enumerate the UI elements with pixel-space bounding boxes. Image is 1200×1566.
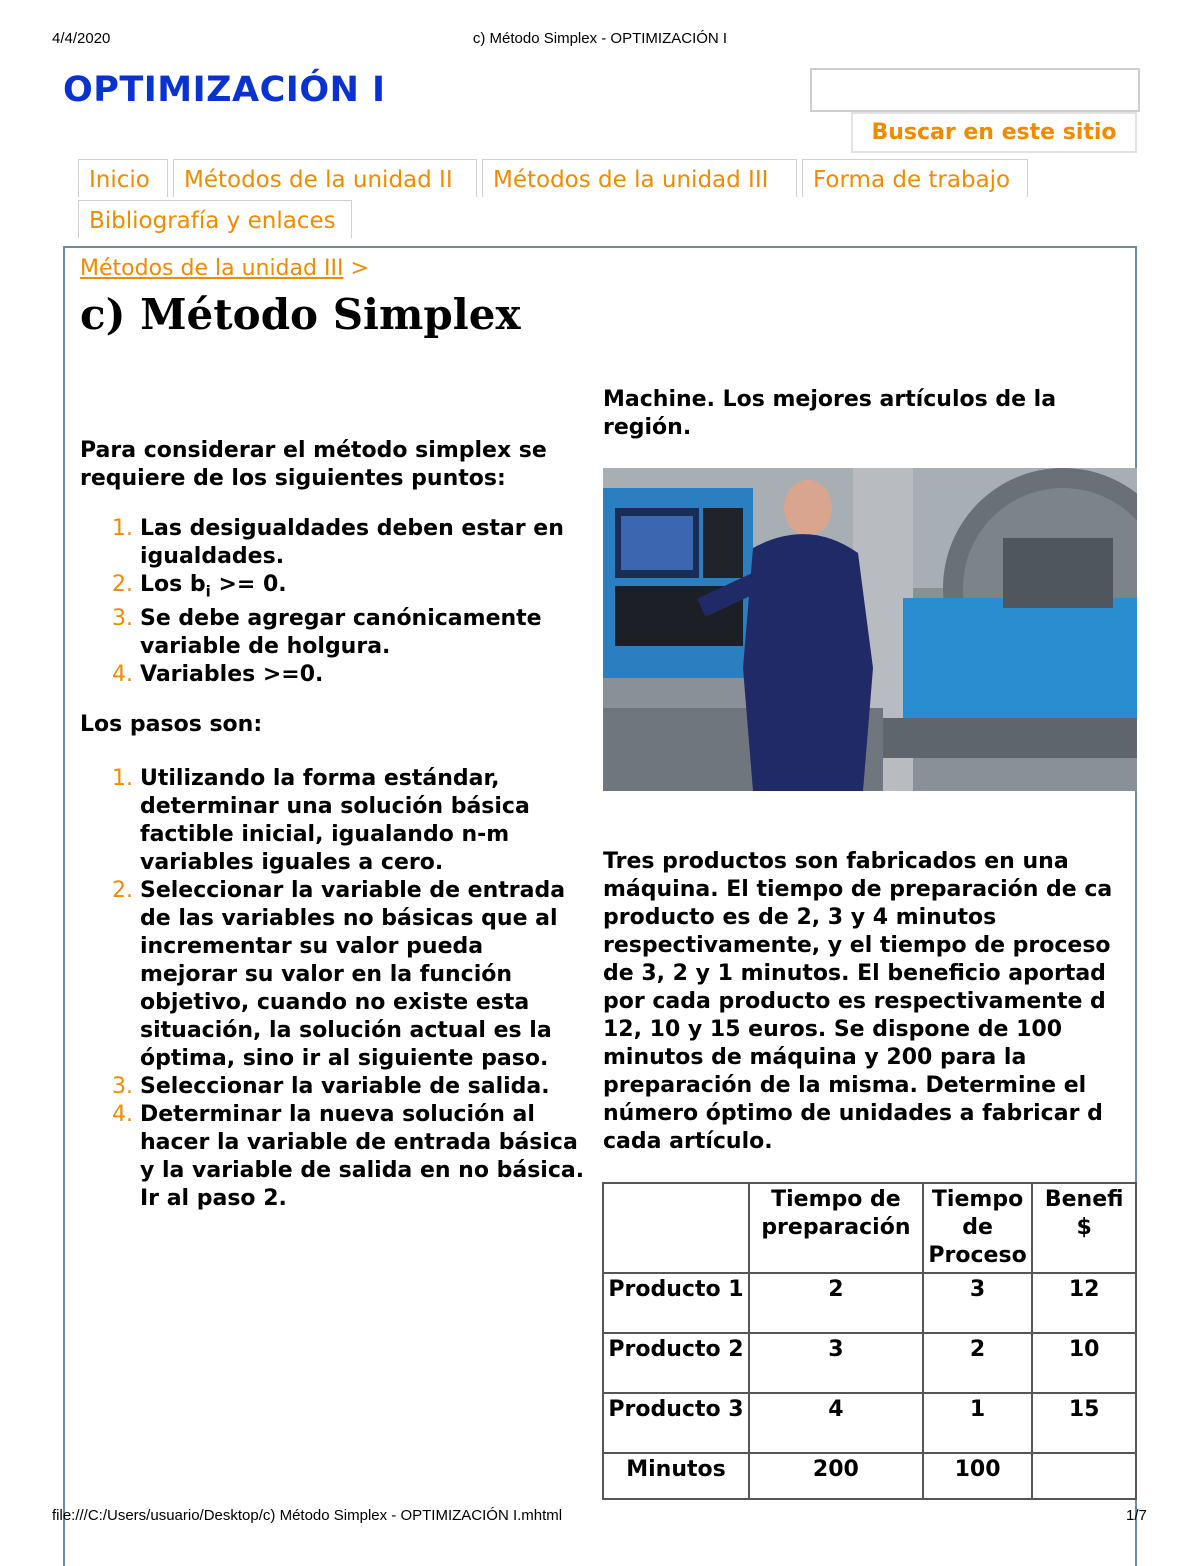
list-item-text: Se debe agregar canónicamente variable de holgura. — [140, 606, 542, 660]
breadcrumb-separator: > — [350, 256, 369, 281]
breadcrumb — [80, 256, 369, 281]
steps-list — [80, 765, 585, 1213]
table-clip — [600, 1180, 1137, 1500]
tab-inicio[interactable]: Inicio — [78, 159, 168, 197]
table-cell: Producto 3 — [603, 1393, 749, 1453]
subscript: i — [205, 582, 211, 601]
image-caption: Machine. Los mejores artículos de la región. — [603, 387, 1057, 440]
header-cell: Tiempo de Proceso — [923, 1183, 1032, 1273]
list-item-text: Seleccionar la variable de entrada de las variables no básicas que al incrementar su valor pueda mejorar su valor en la función objetivo, cuando no existe esta situación, la solución actual es la óptima, sino ir al siguiente paso. — [140, 878, 566, 1071]
site-title[interactable]: OPTIMIZACIÓN I — [63, 70, 386, 110]
table-row — [603, 1393, 1136, 1453]
list-item-text: >= 0. — [210, 572, 287, 597]
tab-metodos-unidad-ii[interactable]: Métodos de la unidad II — [173, 159, 477, 197]
machine-photo — [603, 468, 1137, 791]
list-item — [140, 515, 585, 571]
steps-heading: Los pasos son: — [80, 712, 263, 737]
table-row — [603, 1273, 1136, 1333]
table-cell: Minutos — [603, 1453, 749, 1499]
list-item — [140, 571, 585, 605]
list-item — [140, 1073, 585, 1101]
table-cell — [1032, 1453, 1136, 1499]
print-date: 4/4/2020 — [52, 30, 111, 47]
table-header-row — [603, 1183, 1136, 1273]
tab-forma-de-trabajo[interactable]: Forma de trabajo — [802, 159, 1028, 197]
table-cell: 200 — [749, 1453, 923, 1499]
header-cell: Tiempo de preparación — [749, 1183, 923, 1273]
data-table — [602, 1182, 1137, 1500]
tab-bibliografia[interactable]: Bibliografía y enlaces — [78, 200, 352, 238]
header-cell — [603, 1183, 749, 1273]
page-title: c) Método Simplex — [80, 290, 521, 339]
list-item-text: Variables >=0. — [140, 662, 324, 688]
requirements-list — [80, 515, 585, 689]
list-item — [140, 765, 585, 877]
table-cell: 3 — [923, 1273, 1032, 1333]
table-row — [603, 1333, 1136, 1393]
table-cell: 100 — [923, 1453, 1032, 1499]
print-page-number: 1/7 — [1126, 1507, 1147, 1524]
list-item — [140, 661, 585, 689]
search-input[interactable] — [810, 68, 1140, 112]
table-cell: 12 — [1032, 1273, 1136, 1333]
search-button[interactable]: Buscar en este sitio — [851, 112, 1137, 153]
problem-statement: Tres productos son fabricados en una máquina. El tiempo de preparación de ca producto es de 2, 3 y 4 minutos respectivamente, y el tiempo de proceso de 3, 2 y 1 minutos. El beneficio aportad por cada producto es respectivamente d 12, 10 y 15 euros. Se dispone de 100 minutos de máquina y 200 para la preparación de la misma. Determine el número óptimo de unidades a fabricar d cada artículo. — [603, 849, 1113, 1154]
intro-text: Para considerar el método simplex se requiere de los siguientes puntos: — [80, 438, 547, 491]
tab-metodos-unidad-iii[interactable]: Métodos de la unidad III — [482, 159, 797, 197]
table-cell: 10 — [1032, 1333, 1136, 1393]
list-item-text: Utilizando la forma estándar, determinar una solución básica factible inicial, igualando n-m variables iguales a cero. — [140, 766, 530, 875]
table-cell: 2 — [923, 1333, 1032, 1393]
list-item — [140, 1101, 585, 1213]
list-item — [140, 877, 585, 1073]
list-item-text: Las desigualdades deben estar en igualdades. — [140, 516, 564, 569]
list-item-text: Los b — [140, 572, 206, 597]
table-cell: 3 — [749, 1333, 923, 1393]
table-row — [603, 1453, 1136, 1499]
breadcrumb-link[interactable]: Métodos de la unidad III — [80, 256, 344, 281]
table-cell: 15 — [1032, 1393, 1136, 1453]
print-title: c) Método Simplex - OPTIMIZACIÓN I — [472, 30, 728, 47]
table-cell: Producto 2 — [603, 1333, 749, 1393]
list-item — [140, 605, 585, 661]
header-cell: Benefi $ — [1032, 1183, 1136, 1273]
print-file-path: file:///C:/Users/usuario/Desktop/c) Método Simplex - OPTIMIZACIÓN I.mhtml — [52, 1507, 563, 1524]
list-item-text: Seleccionar la variable de salida. — [140, 1074, 550, 1099]
list-item-text: Determinar la nueva solución al hacer la variable de entrada básica y la variable de salida en no básica. Ir al paso 2. — [140, 1102, 585, 1211]
table-cell: 4 — [749, 1393, 923, 1453]
table-cell: 2 — [749, 1273, 923, 1333]
table-cell: 1 — [923, 1393, 1032, 1453]
table-cell: Producto 1 — [603, 1273, 749, 1333]
